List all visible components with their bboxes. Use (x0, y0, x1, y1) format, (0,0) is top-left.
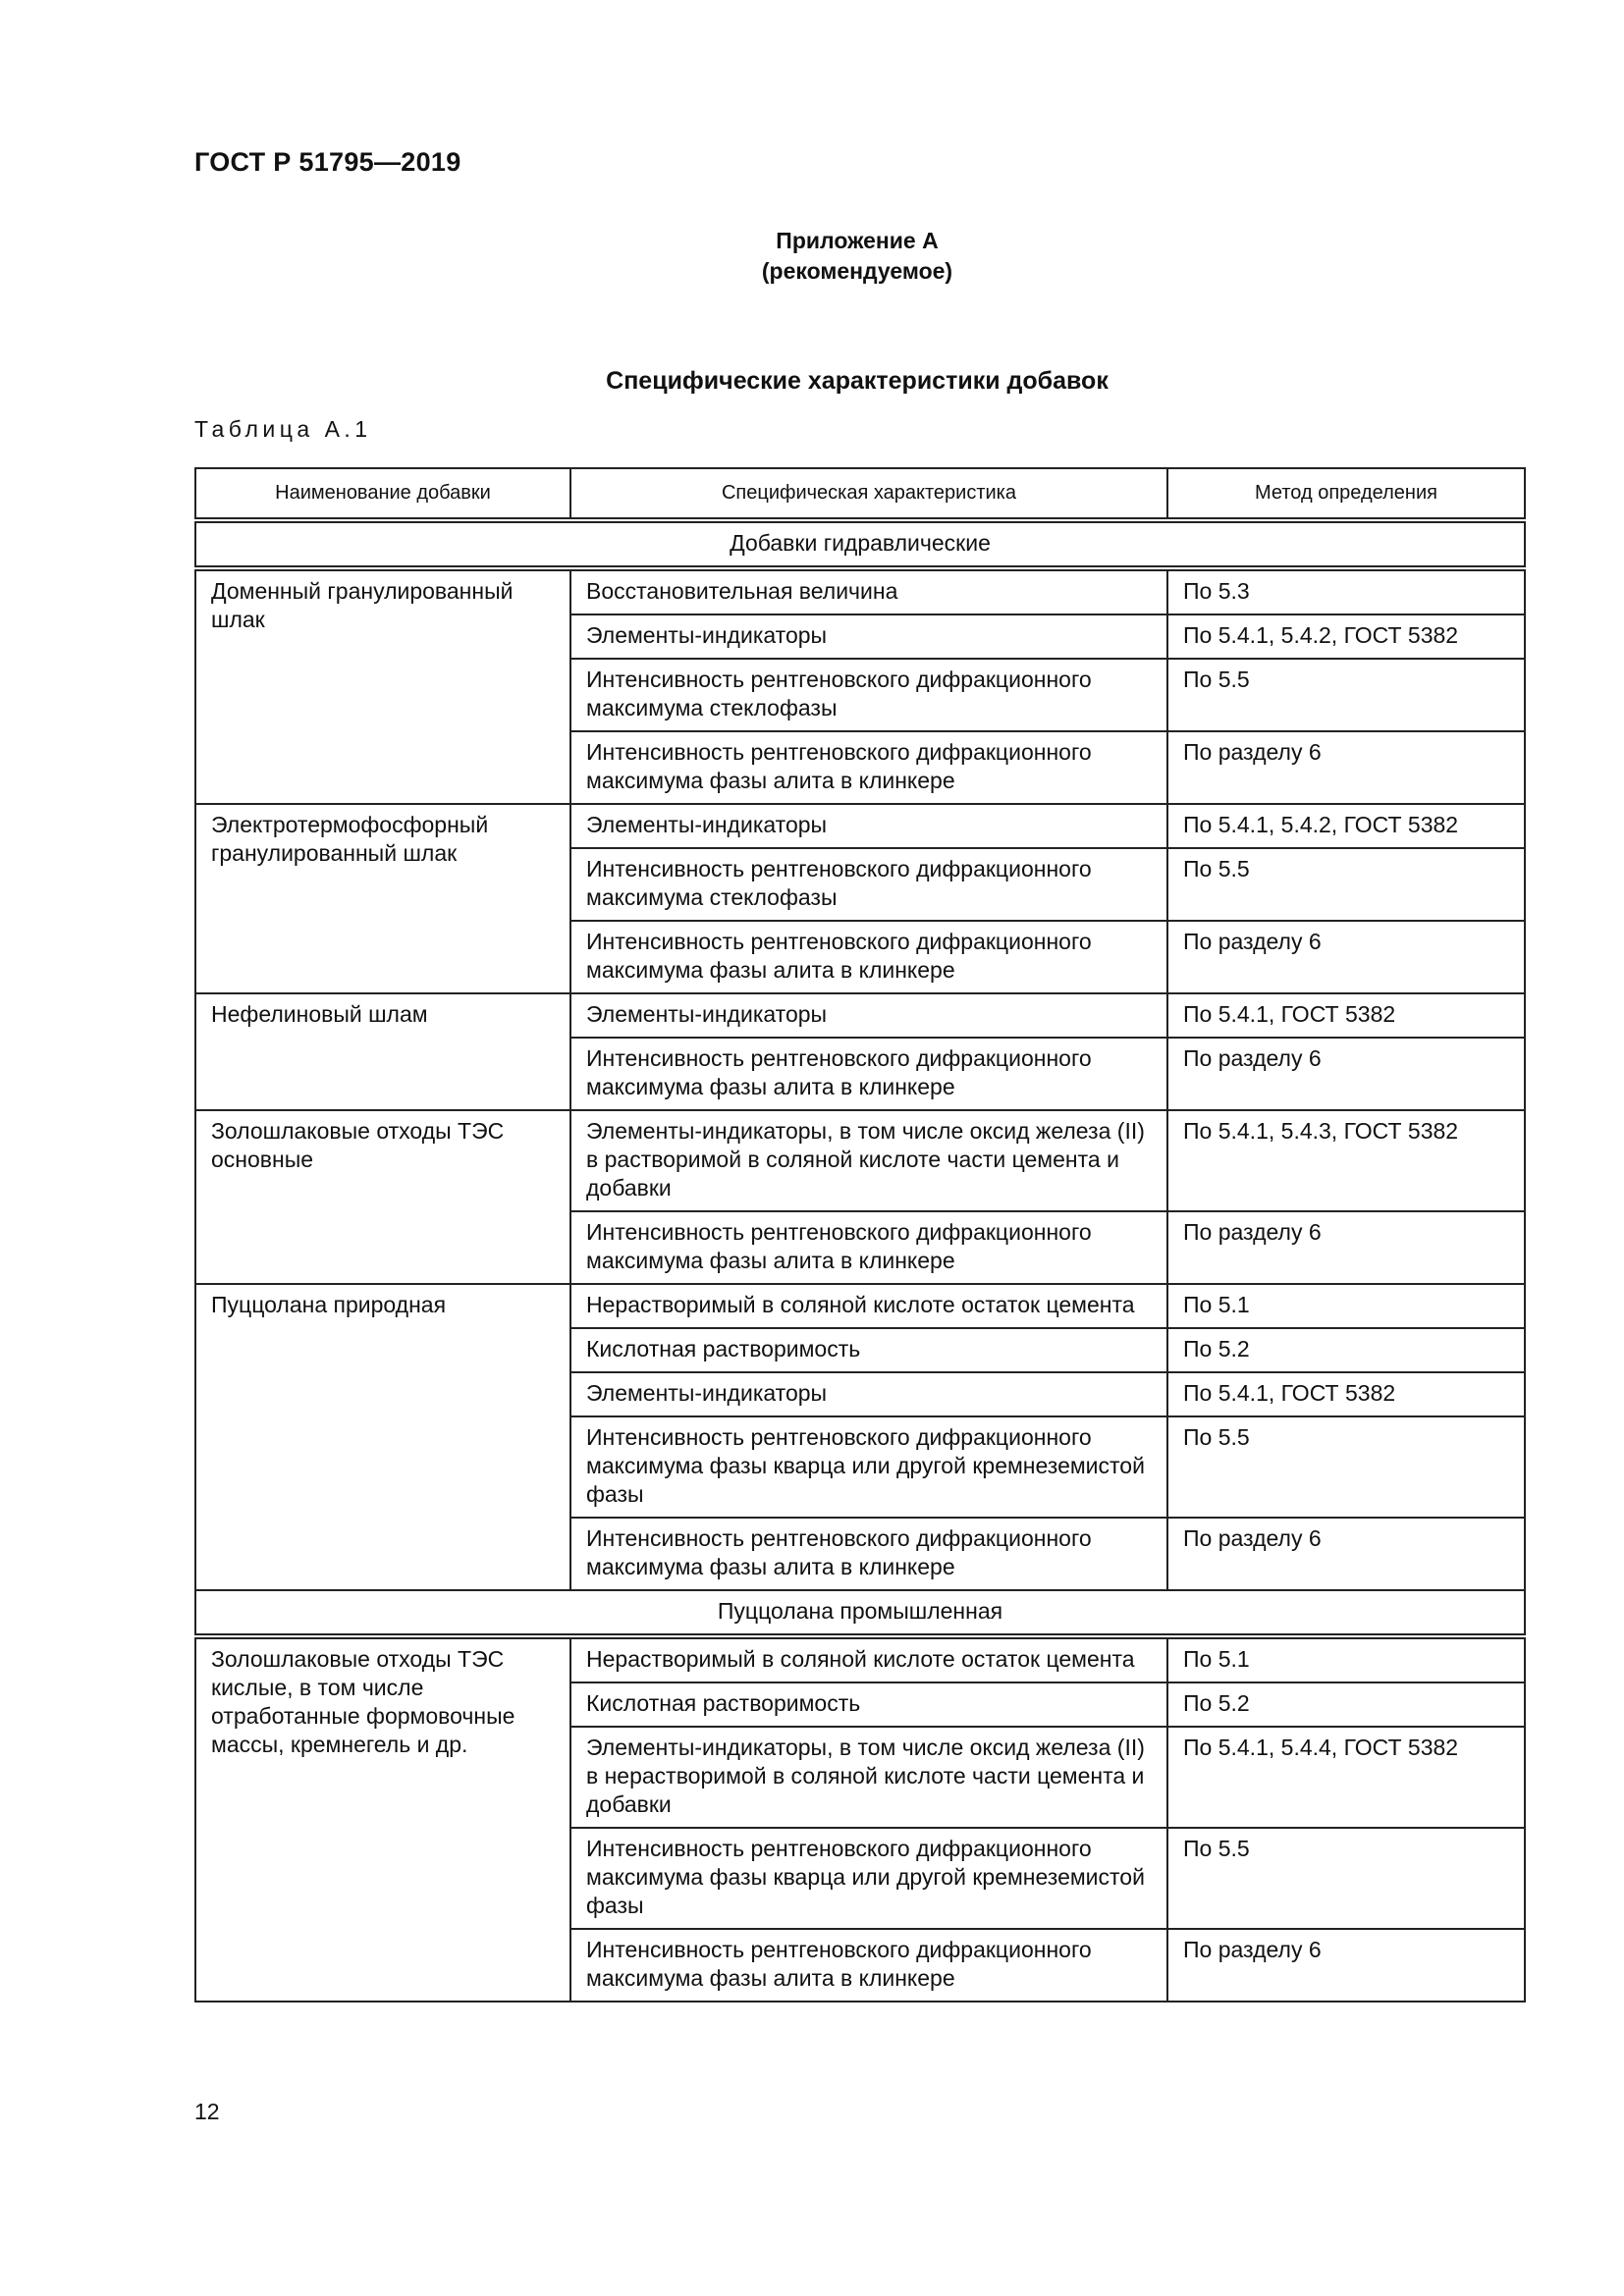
method-cell: По 5.5 (1167, 1416, 1525, 1518)
method-cell: По 5.4.1, ГОСТ 5382 (1167, 993, 1525, 1038)
characteristic-cell: Элементы-индикаторы (570, 614, 1167, 659)
characteristic-cell: Интенсивность рентгеновского дифракционного максимума фазы алита в клинкере (570, 1211, 1167, 1284)
characteristic-cell: Элементы-индикаторы (570, 804, 1167, 848)
method-cell: По 5.4.1, 5.4.4, ГОСТ 5382 (1167, 1727, 1525, 1828)
characteristic-cell: Нерастворимый в соляной кислоте остаток цемента (570, 1636, 1167, 1682)
characteristic-cell: Элементы-индикаторы, в том числе оксид железа (II) в растворимой в соляной кислоте части цемента и добавки (570, 1110, 1167, 1211)
characteristic-cell: Интенсивность рентгеновского дифракционного максимума стеклофазы (570, 848, 1167, 921)
characteristic-cell: Кислотная растворимость (570, 1328, 1167, 1372)
additives-table (194, 467, 1526, 2002)
appendix-status: (рекомендуемое) (761, 258, 953, 284)
table-row (195, 804, 1525, 848)
characteristic-cell: Интенсивность рентгеновского дифракционного максимума фазы алита в клинкере (570, 1518, 1167, 1590)
characteristic-cell: Восстановительная величина (570, 568, 1167, 614)
characteristic-cell: Кислотная растворимость (570, 1682, 1167, 1727)
method-cell: По 5.5 (1167, 848, 1525, 921)
table-row (195, 1110, 1525, 1211)
method-cell: По 5.3 (1167, 568, 1525, 614)
table-header-row (195, 468, 1525, 520)
method-cell: По разделу 6 (1167, 1211, 1525, 1284)
characteristic-cell: Интенсивность рентгеновского дифракционного максимума фазы алита в клинкере (570, 1038, 1167, 1110)
method-cell: По разделу 6 (1167, 1518, 1525, 1590)
appendix-heading (0, 226, 1624, 287)
method-cell: По 5.2 (1167, 1682, 1525, 1727)
method-cell: По 5.2 (1167, 1328, 1525, 1372)
appendix-title: Приложение А (776, 228, 939, 253)
method-cell: По 5.4.1, 5.4.2, ГОСТ 5382 (1167, 804, 1525, 848)
table-caption: Таблица А.1 (194, 416, 372, 442)
method-cell: По разделу 6 (1167, 921, 1525, 993)
group-label: Пуццолана промышленная (195, 1590, 1525, 1636)
additive-name: Золошлаковые отходы ТЭС основные (195, 1110, 570, 1284)
characteristic-cell: Элементы-индикаторы (570, 993, 1167, 1038)
characteristic-cell: Интенсивность рентгеновского дифракционного максимума фазы кварца или другой кремнеземистой фазы (570, 1416, 1167, 1518)
method-cell: По разделу 6 (1167, 1038, 1525, 1110)
method-cell: По 5.4.1, ГОСТ 5382 (1167, 1372, 1525, 1416)
table-row (195, 1636, 1525, 1682)
characteristic-cell: Интенсивность рентгеновского дифракционного максимума фазы алита в клинкере (570, 921, 1167, 993)
section-title: Специфические характеристики добавок (606, 367, 1109, 395)
method-cell: По 5.1 (1167, 1636, 1525, 1682)
group-label: Добавки гидравлические (195, 520, 1525, 568)
method-cell: По разделу 6 (1167, 1929, 1525, 2002)
characteristic-cell: Интенсивность рентгеновского дифракционного максимума стеклофазы (570, 659, 1167, 731)
page-number: 12 (194, 2099, 220, 2124)
additive-name: Пуццолана природная (195, 1284, 570, 1590)
method-cell: По 5.4.1, 5.4.2, ГОСТ 5382 (1167, 614, 1525, 659)
method-cell: По 5.5 (1167, 659, 1525, 731)
additive-name: Электротермофосфорный гранулированный шлак (195, 804, 570, 993)
column-header-method: Метод определения (1167, 468, 1525, 520)
characteristic-cell: Нерастворимый в соляной кислоте остаток цемента (570, 1284, 1167, 1328)
characteristic-cell: Элементы-индикаторы (570, 1372, 1167, 1416)
table-row (195, 993, 1525, 1038)
table-row (195, 568, 1525, 614)
method-cell: По разделу 6 (1167, 731, 1525, 804)
column-header-additive: Наименование добавки (195, 468, 570, 520)
additive-name: Доменный гранулированный шлак (195, 568, 570, 804)
characteristic-cell: Интенсивность рентгеновского дифракционного максимума фазы алита в клинкере (570, 1929, 1167, 2002)
document-id: ГОСТ Р 51795—2019 (194, 147, 461, 177)
group-row-hydraulic (195, 520, 1525, 568)
additive-name: Нефелиновый шлам (195, 993, 570, 1110)
method-cell: По 5.1 (1167, 1284, 1525, 1328)
method-cell: По 5.5 (1167, 1828, 1525, 1929)
additive-name: Золошлаковые отходы ТЭС кислые, в том числе отработанные формовочные массы, кремнегель и др. (195, 1636, 570, 2002)
column-header-characteristic: Специфическая характеристика (570, 468, 1167, 520)
table-row (195, 1284, 1525, 1328)
group-row-industrial (195, 1590, 1525, 1636)
characteristic-cell: Интенсивность рентгеновского дифракционного максимума фазы кварца или другой кремнеземистой фазы (570, 1828, 1167, 1929)
characteristic-cell: Интенсивность рентгеновского дифракционного максимума фазы алита в клинкере (570, 731, 1167, 804)
method-cell: По 5.4.1, 5.4.3, ГОСТ 5382 (1167, 1110, 1525, 1211)
characteristic-cell: Элементы-индикаторы, в том числе оксид железа (II) в нерастворимой в соляной кислоте части цемента и добавки (570, 1727, 1167, 1828)
